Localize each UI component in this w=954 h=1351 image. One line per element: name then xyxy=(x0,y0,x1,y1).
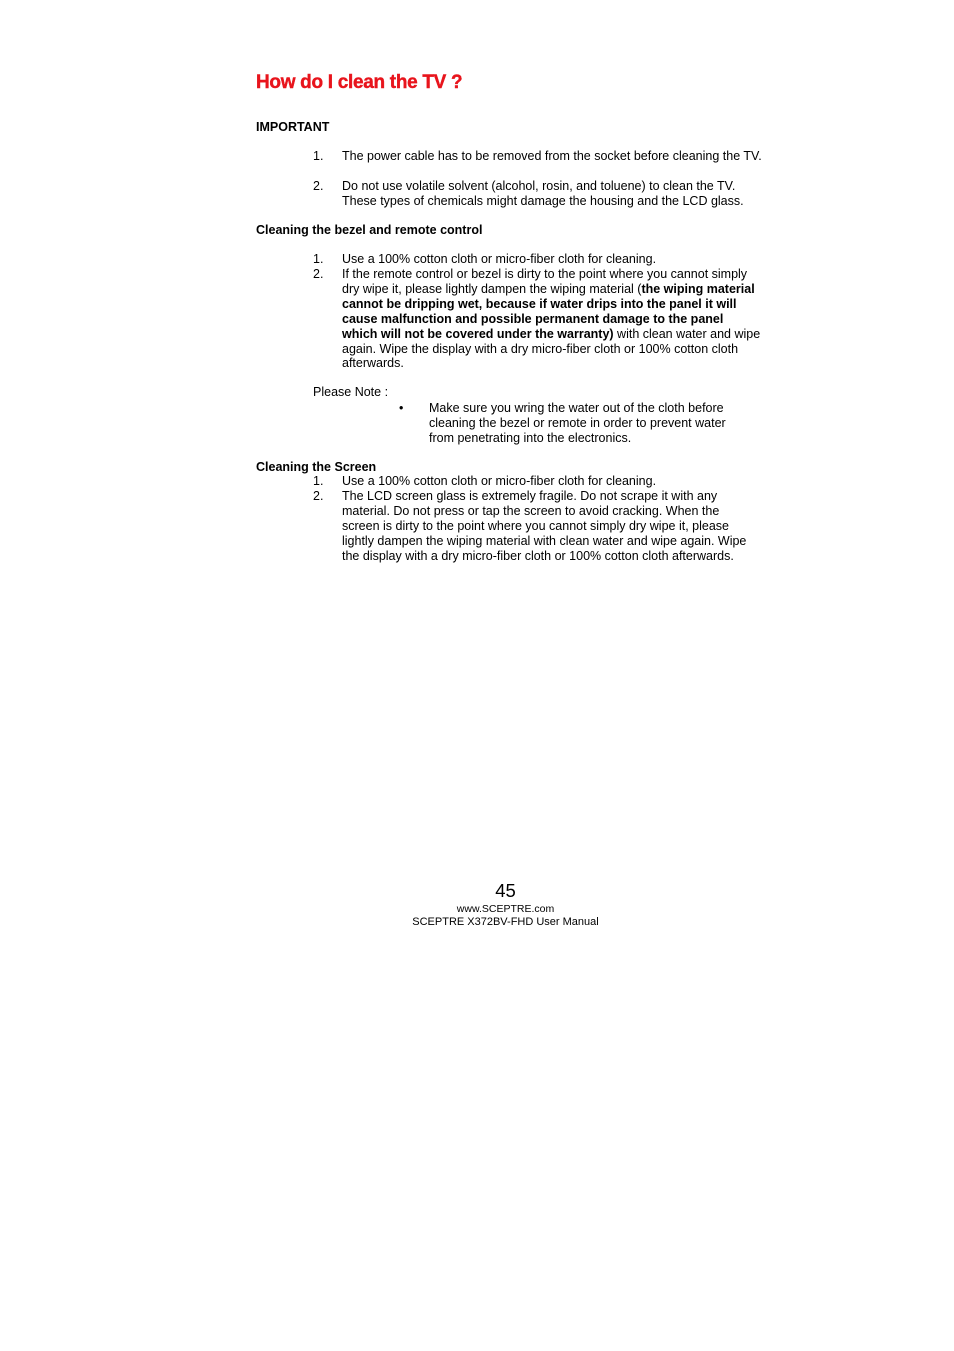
bezel-item-2-text xyxy=(342,267,762,371)
screen-item-1-number: 1. xyxy=(313,474,324,488)
screen-item-2-text: The LCD screen glass is extremely fragile. Do not scrape it with any material. Do not press or tap the screen to avoid cracking. When the screen is dirty to the point where you cannot simply dry wipe it, please lightly dampen the wiping material with clean water and wipe again. Wipe the display with a dry micro-fiber cloth or 100% cotton cloth afterwards. xyxy=(342,489,747,563)
screen-item-2-number: 2. xyxy=(313,489,324,503)
bezel-heading: Cleaning the bezel and remote control xyxy=(256,223,483,237)
bezel-item-2-text-before: If the remote control or bezel is dirty to the point where you cannot simply dry wipe it, please lightly dampen the wiping material ( xyxy=(342,267,748,296)
page-title: How do I clean the TV ? xyxy=(256,72,463,93)
screen-item-1-text: Use a 100% cotton cloth or micro-fiber cloth for cleaning. xyxy=(342,474,657,488)
bezel-item-2-text-after: with clean water and wipe again. Wipe the display with a dry micro-fiber cloth or 100% cotton cloth afterwards. xyxy=(342,326,761,371)
footer-website: www.SCEPTRE.com xyxy=(456,903,555,915)
bezel-item-1-text: Use a 100% cotton cloth or micro-fiber cloth for cleaning. xyxy=(342,252,657,266)
screen-heading: Cleaning the Screen xyxy=(256,460,377,474)
bezel-item-2-number: 2. xyxy=(313,267,324,281)
bezel-item-2-warning: the wiping material cannot be dripping wet, because if water drips into the panel it will cause malfunction and possible permanent damage to the panel which will not be covered under the warranty) xyxy=(342,281,755,341)
important-item-2-text: Do not use volatile solvent (alcohol, rosin, and toluene) to clean the TV. These types of chemicals might damage the housing and the LCD glass. xyxy=(342,179,744,208)
bezel-item-1-number: 1. xyxy=(313,252,324,266)
note-bullet: • xyxy=(399,401,404,415)
note-text: Make sure you wring the water out of the cloth before cleaning the bezel or remote in order to prevent water from penetrating into the electronics. xyxy=(429,401,726,445)
important-heading: IMPORTANT xyxy=(256,120,330,134)
please-note-label: Please Note : xyxy=(313,385,389,399)
important-item-1-text: The power cable has to be removed from the socket before cleaning the TV. xyxy=(342,149,762,163)
page-number: 45 xyxy=(495,880,516,901)
footer-manual-title: SCEPTRE X372BV-FHD User Manual xyxy=(412,916,599,928)
important-item-2-number: 2. xyxy=(313,179,324,193)
important-item-1-number: 1. xyxy=(313,149,324,163)
